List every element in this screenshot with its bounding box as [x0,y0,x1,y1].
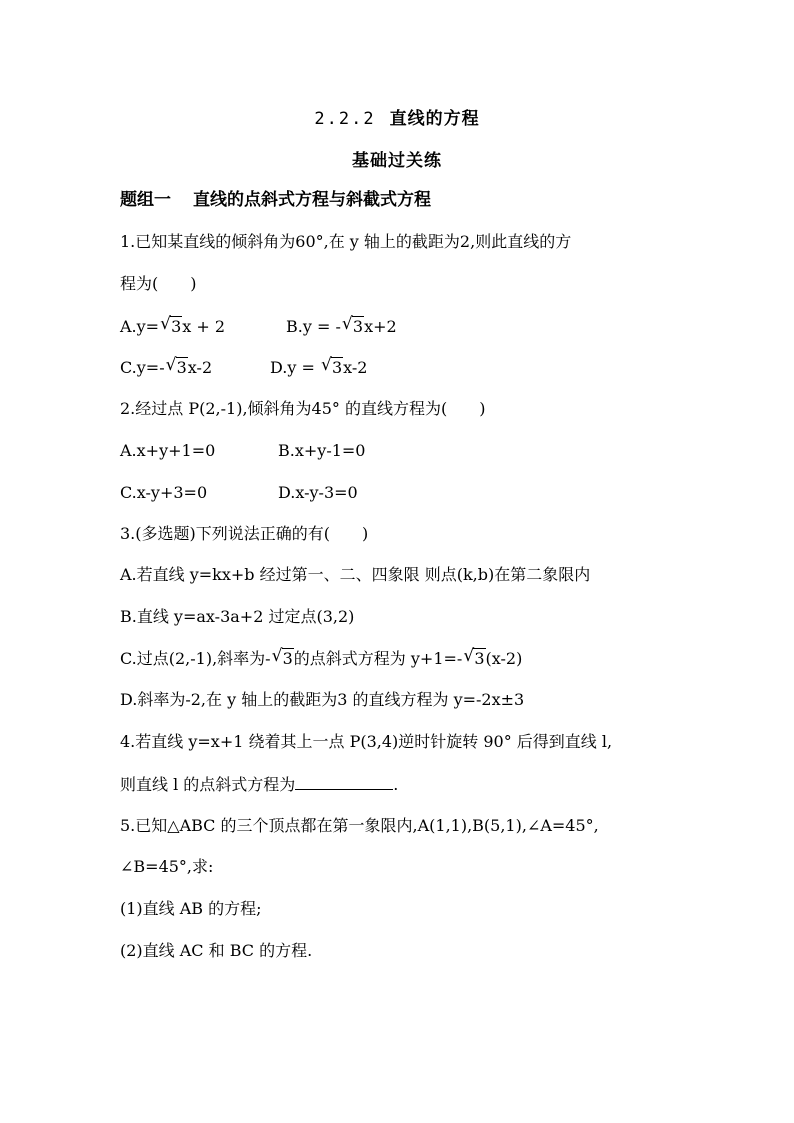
q2-option-a: A.x+y+1=0 [120,441,216,460]
q1-a-prefix: A.y= [120,317,160,336]
q1-b-prefix: B.y = - [286,317,341,336]
q1-option-c [120,357,270,379]
q1-a-radicand: 3 [171,317,182,336]
q1-options-ab [120,316,397,338]
q2-stem: 2.经过点 P(2,-1),倾斜角为45° 的直线方程为( ) [120,399,486,418]
q1-d-suffix: x-2 [343,358,368,377]
section-number: 2.2.2 [314,109,376,129]
page-subtitle: 基础过关练 [352,151,442,171]
q1-option-b [286,316,397,338]
q3-c-middle: 的点斜式方程为 y+1=- [293,649,463,668]
q1-option-d [270,357,367,379]
q2-option-c: C.x-y+3=0 [120,483,208,502]
q3-option-b: B.直线 y=ax-3a+2 过定点(3,2) [120,607,355,626]
q5-line1: 5.已知△ABC 的三个顶点都在第一象限内,A(1,1),B(5,1),∠A=45°, [120,816,599,835]
group-title: 直线的点斜式方程与斜截式方程 [193,190,431,210]
q5-line2: ∠B=45°,求: [120,857,214,876]
q4-line2-suffix: . [393,775,399,794]
section-title-text: 直线的方程 [389,109,480,129]
q4-line1: 4.若直线 y=x+1 绕着其上一点 P(3,4)逆时针旋转 90° 后得到直线 l, [120,732,613,751]
q2-option-d: D.x-y-3=0 [278,483,358,502]
q4-line2-prefix: 则直线 l 的点斜式方程为 [120,775,296,794]
group-label: 题组一 [120,190,171,210]
sqrt-symbol: √ 3 [271,646,293,668]
sqrt-symbol: √ 3 [463,646,485,668]
section-title [0,104,794,129]
group-heading [120,189,431,211]
q1-options-cd [120,357,367,379]
q3-option-c [120,648,522,670]
q4-line2 [120,773,398,796]
q3-c-prefix: C.过点(2,-1),斜率为- [120,649,271,668]
sqrt-symbol: √ 3 [165,355,187,377]
sqrt-symbol: √ 3 [160,314,182,336]
q1-d-radicand: 3 [331,358,343,377]
q1-c-suffix: x-2 [187,358,213,377]
q1-c-radicand: 3 [176,358,187,377]
q5-part2: (2)直线 AC 和 BC 的方程. [120,941,313,960]
q3-c-suffix: (x-2) [485,649,523,668]
q3-option-d: D.斜率为-2,在 y 轴上的截距为3 的直线方程为 y=-2x±3 [120,690,525,709]
answer-blank[interactable] [295,773,393,790]
q1-stem-line2: 程为( ) [120,274,197,293]
q2-options-cd [120,482,358,504]
q3-c-radicand-2: 3 [474,649,485,668]
q1-stem-line1: 1.已知某直线的倾斜角为60°,在 y 轴上的截距为2,则此直线的方 [120,232,572,251]
q3-stem: 3.(多选题)下列说法正确的有( ) [120,524,369,543]
q3-option-a: A.若直线 y=kx+b 经过第一、二、四象限 则点(k,b)在第二象限内 [120,565,591,584]
q1-option-a [120,316,286,338]
q2-options-ab [120,440,365,462]
sqrt-symbol: √ 3 [320,355,343,377]
q1-a-suffix: x + 2 [182,317,226,336]
q2-option-b: B.x+y-1=0 [278,441,366,460]
q5-part1: (1)直线 AB 的方程; [120,899,262,918]
q3-c-radicand-1: 3 [282,649,293,668]
q1-d-prefix: D.y = [270,358,320,377]
q1-b-radicand: 3 [352,317,364,336]
sqrt-symbol: √ 3 [341,314,364,336]
q1-c-prefix: C.y=- [120,358,165,377]
q1-b-suffix: x+2 [364,317,397,336]
